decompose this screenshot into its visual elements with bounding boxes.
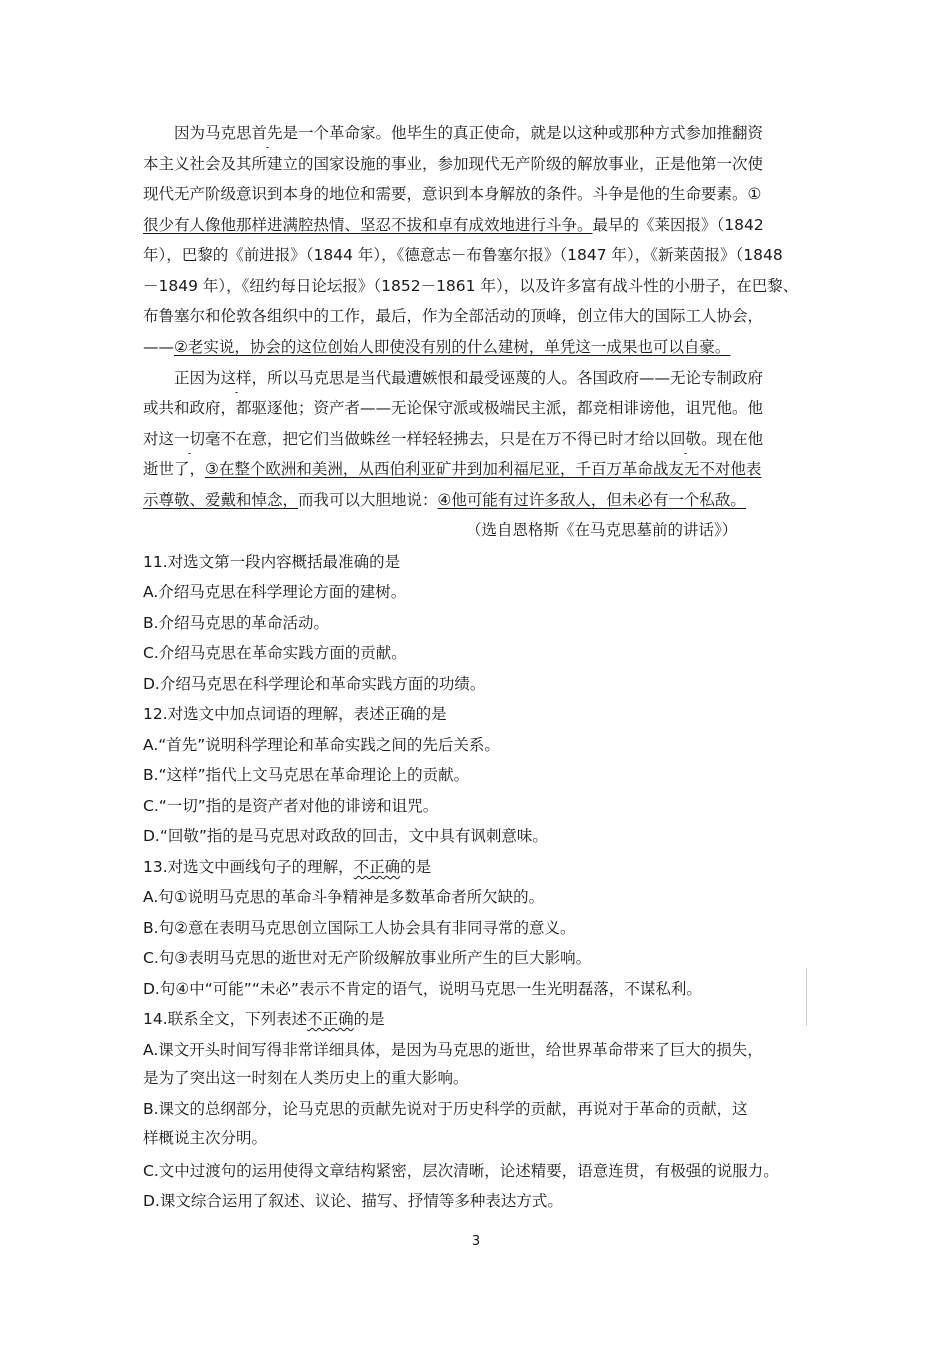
q13-option-b: B.句②意在表明马克思创立国际工人协会具有非同寻常的意义。 bbox=[143, 919, 576, 937]
dotted-word-huijing: 回敬 bbox=[670, 424, 701, 454]
q14-option-a-cont: 是为了突出这一时刻在人类历史上的重大影响。 bbox=[143, 1069, 469, 1087]
passage-line-13: 示尊敬、爱戴和悼念，而我可以大胆地说：④他可能有过许多敌人，但未必有一个私敌。 bbox=[143, 485, 808, 515]
q11-option-a: A.介绍马克思在科学理论方面的建树。 bbox=[143, 583, 407, 601]
q12-option-d: D.“回敬”指的是马克思对政敌的回击，文中具有讽刺意味。 bbox=[143, 827, 548, 845]
page-number: 3 bbox=[471, 1234, 481, 1249]
q14-option-a: A.课文开头时间写得非常详细具体，是因为马克思的逝世，给世界革命带来了巨大的损失， bbox=[143, 1041, 763, 1059]
underlined-sentence-4: ④他可能有过许多敌人，但未必有一个私敌。 bbox=[437, 491, 746, 509]
q12-option-b: B.“这样”指代上文马克思在革命理论上的贡献。 bbox=[143, 766, 470, 784]
passage-line-3: 现代无产阶级意识到本身的地位和需要，意识到本身解放的条件。斗争是他的生命要素。① bbox=[143, 185, 762, 203]
passage-line-8: ——②老实说，协会的这位创始人即使没有别的什么建树，单凭这一成果也可以自豪。 bbox=[143, 332, 808, 362]
underlined-sentence-3-end: 示尊敬、爱戴和悼念， bbox=[143, 491, 299, 509]
dotted-word-zheyang: 这样 bbox=[221, 363, 252, 393]
q14-option-d: D.课文综合运用了叙述、议论、描写、抒情等多种表达方式。 bbox=[143, 1192, 563, 1210]
question-12-stem: 12.对选文中加点词语的理解，表述正确的是 bbox=[143, 705, 447, 723]
passage-line-6: －1849 年），《纽约每日论坛报》（1852－1861 年），以及许多富有战斗性的小册子，在巴黎、 bbox=[143, 277, 799, 295]
question-14-stem: 14.联系全文，下列表述不正确的是 bbox=[143, 1004, 808, 1034]
dotted-word-shouxian: 首先 bbox=[252, 118, 283, 148]
q11-option-b: B.介绍马克思的革命活动。 bbox=[143, 614, 330, 632]
dotted-word-yiqie: 一切 bbox=[174, 424, 205, 454]
passage-line-5: 年），巴黎的《前进报》（1844 年），《德意志－布鲁塞尔报》（1847 年），《新莱茵报》（1848 bbox=[143, 246, 783, 264]
source-citation: （选自恩格斯《在马克思墓前的讲话》） bbox=[466, 521, 738, 539]
q13-option-c: C.句③表明马克思的逝世对无产阶级解放事业所产生的巨大影响。 bbox=[143, 949, 592, 967]
q14-option-c: C.文中过渡句的运用使得文章结构紧密，层次清晰，论述精要，语意连贯，有极强的说服力。 bbox=[143, 1162, 779, 1180]
passage-line-7: 布鲁塞尔和伦敦各组织中的工作，最后，作为全部活动的顶峰，创立伟大的国际工人协会， bbox=[143, 307, 764, 325]
q14-option-b-cont: 样概说主次分明。 bbox=[143, 1129, 268, 1147]
passage-line-9: 正因为这样，所以马克思是当代最遭嫉恨和最受诬蔑的人。各国政府——无论专制政府 bbox=[143, 363, 808, 393]
q13-option-d: D.句④中“可能”“未必”表示不肯定的语气，说明马克思一生光明磊落，不谋私利。 bbox=[143, 980, 702, 998]
q12-option-c: C.“一切”指的是资产者对他的诽谤和诅咒。 bbox=[143, 797, 439, 815]
q13-option-a: A.句①说明马克思的革命斗争精神是多数革命者所欠缺的。 bbox=[143, 888, 545, 906]
question-11-stem: 11.对选文第一段内容概括最准确的是 bbox=[143, 553, 401, 571]
passage-line-10: 或共和政府，都驱逐他；资产者——无论保守派或极端民主派，都竞相诽谤他，诅咒他。他 bbox=[143, 399, 764, 417]
passage-line-12: 逝世了，③在整个欧洲和美洲，从西伯利亚矿井到加利福尼亚，千百万革命战友无不对他表 bbox=[143, 454, 808, 484]
emphasis-bu-zheng-que: 不正确 bbox=[353, 858, 401, 876]
q11-option-c: C.介绍马克思在革命实践方面的贡献。 bbox=[143, 644, 407, 662]
question-13-stem: 13.对选文中画线句子的理解，不正确的是 bbox=[143, 852, 808, 882]
margin-divider bbox=[806, 968, 807, 1026]
underlined-sentence-2: ②老实说，协会的这位创始人即使没有别的什么建树，单凭这一成果也可以自豪。 bbox=[174, 338, 731, 356]
passage-line-4: 很少有人像他那样进满腔热情、坚忍不拔和卓有成效地进行斗争。最早的《莱因报》（1842 bbox=[143, 210, 808, 240]
passage-line-1: 因为马克思首先是一个革命家。他毕生的真正使命，就是以这种或那种方式参加推翻资 bbox=[143, 118, 808, 148]
q11-option-d: D.介绍马克思在科学理论和革命实践方面的功绩。 bbox=[143, 675, 486, 693]
passage-line-11: 对这一切毫不在意，把它们当做蛛丝一样轻轻拂去，只是在万不得已时才给以回敬。现在他 bbox=[143, 424, 808, 454]
q14-option-b: B.课文的总纲部分，论马克思的贡献先说对于历史科学的贡献，再说对于革命的贡献，这 bbox=[143, 1100, 748, 1118]
passage-line-2: 本主义社会及其所建立的国家设施的事业，参加现代无产阶级的解放事业，正是他第一次使 bbox=[143, 155, 764, 173]
q12-option-a: A.“首先”说明科学理论和革命实践之间的先后关系。 bbox=[143, 736, 500, 754]
underlined-sentence-3: ③在整个欧洲和美洲，从西伯利亚矿井到加利福尼亚，千百万革命战友无不对他表 bbox=[205, 460, 762, 478]
emphasis-bu-zheng-que: 不正确 bbox=[307, 1010, 354, 1028]
underlined-sentence-1: 很少有人像他那样进满腔热情、坚忍不拔和卓有成效地进行斗争。 bbox=[143, 216, 593, 234]
